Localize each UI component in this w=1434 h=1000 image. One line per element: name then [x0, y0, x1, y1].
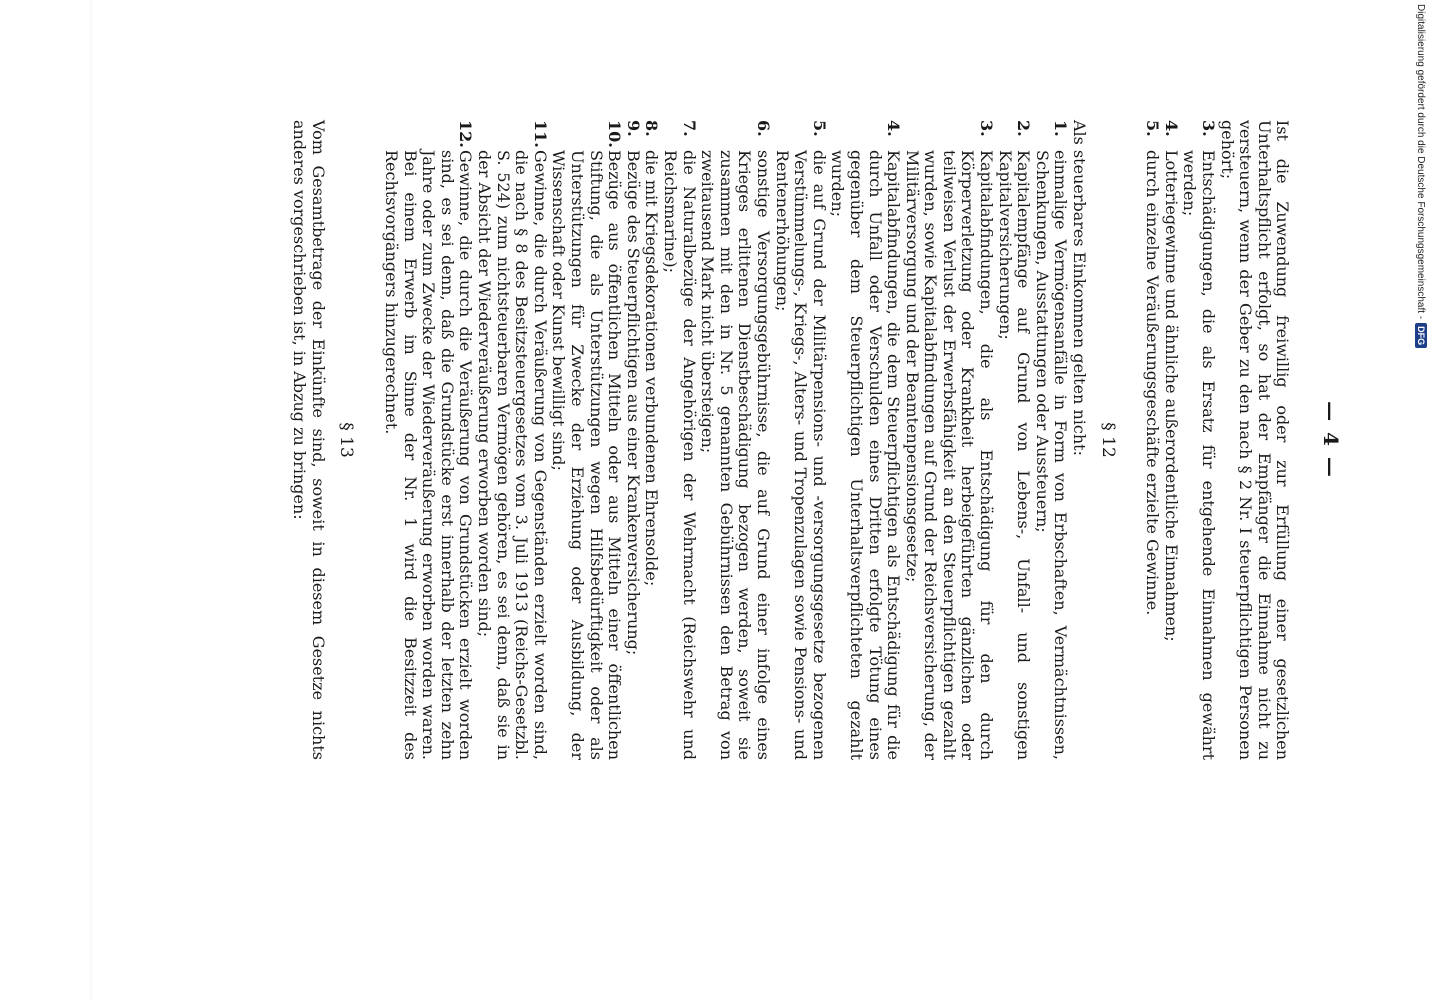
item-text: durch einzelne Veräußerungsgeschäfte erzielte Gewinne. [1143, 150, 1163, 616]
item-text: Kapitalabfindungen, die als Entschädigung für den durch Körperverletzung oder Krankheit herbeigeführten gänzlichen oder teilweisen Verlust der Erwerbsfähigkeit an den Steuerpflichtigen gezahlt wurden, sowie Kapitalabfindungen auf Grund der Reichsversicherung, der Militärversorgung und der Beamtenpensionsgesetze; [902, 150, 997, 760]
item-text: Kapitalempfänge auf Grund von Lebens-, Unfall- und sonstigen Kapitalversicherungen; [995, 150, 1034, 760]
list-item [772, 120, 828, 760]
item-text: Gewinne, die durch die Veräußerung von Grundstücken erzielt worden sind, es sei denn, daß die Grundstücke erst innerhalb der letzten zehn Jahre oder zum Zwecke der Wiederveräußerung erworben worden waren. Bei einem Erwerb im Sinne der Nr. 1 wird die Besitzzeit des Rechtsvorgängers hinzugerechnet. [382, 150, 476, 760]
list-item [698, 120, 772, 760]
list-item [1032, 120, 1069, 760]
intro-continuation: Ist die Zuwendung freiwillig oder zur Erfüllung einer gesetzlichen Unterhaltspflicht erfolgt, so hat der Empfänger die Einnahme nicht zu versteuern, wenn der Geber zu den nach § 2 Nr. I steuerpflichtigen Personen gehört; [1217, 120, 1293, 760]
item-number: 7. [679, 120, 699, 137]
item-number: 1. [1051, 120, 1071, 137]
item-number: 6. [753, 120, 773, 137]
funding-sidenote-rotated [1412, 4, 1430, 396]
item-number: 4. [884, 120, 904, 137]
item-text: Lotteriegewinne und ähnliche außerordentliche Einnahmen; [1161, 150, 1181, 642]
list-item [660, 120, 697, 760]
item-number: 12. [456, 120, 476, 148]
item-text: Kapitalabfindungen, die dem Steuerpflichtigen als Entschädigung für die durch Unfall oder Verschulden eines Dritten erfolgte Tötung eines gegenüber dem Steuerpflichtigen Unterhaltsverpflichteten gezahlt wurden; [828, 150, 904, 760]
item-number: 4. [1161, 120, 1181, 137]
item-text: Entschädigungen, die als Ersatz für entgehende Einnahmen gewährt werden; [1180, 150, 1219, 760]
dfg-logo: DFG [1415, 323, 1427, 348]
section-12-intro: Als steuerbares Einkommen gelten nicht: [1070, 120, 1090, 456]
item-number: 3. [977, 120, 997, 137]
item-number: 5. [1143, 120, 1163, 137]
section-13-heading: § 13 [336, 422, 357, 458]
item-text: die mit Kriegsdekorationen verbundenen Ehrensolde; [642, 150, 662, 587]
list-item [1143, 120, 1162, 760]
list-item [549, 120, 623, 760]
section-13-text: Vom Gesamtbetrage der Einkünfte sind, soweit in diesem Gesetze nichts anderes vorgeschrieben ist, in Abzug zu bringen: [290, 120, 328, 760]
items-top-list [1143, 120, 1217, 760]
list-item [642, 120, 661, 760]
item-text: die auf Grund der Militärpensions- und -versorgungsgesetze bezogenen Verstümmelungs-, Kriegs-, Alters- und Tropenzulagen sowie Pensions- und Rentenerhöhungen; [772, 150, 829, 760]
section-12-heading: § 12 [1097, 422, 1118, 458]
item-text: Gewinne, die durch Veräußerung von Gegenständen erzielt worden sind, die nach § 8 des Besitzsteuergesetzes vom 3. Juli 1913 (Reichs-Gesetzbl. S. 524) zum nichtsteuerbaren Vermögen gehören, es sei denn, daß sie in der Absicht der Wiederveräußerung erworben worden sind; [475, 150, 550, 760]
item-text: Bezüge des Steuerpflichtigen aus einer Krankenversicherung; [623, 150, 643, 656]
list-item [474, 120, 548, 760]
item-number: 8. [642, 120, 662, 137]
list-item [902, 120, 995, 760]
list-item [995, 120, 1032, 760]
item-number: 3. [1199, 120, 1219, 137]
list-item [1161, 120, 1180, 760]
funding-sidenote [1416, 4, 1434, 396]
text-block [110, 120, 1343, 760]
item-number: 2. [1014, 120, 1034, 137]
rotated-page-content [100, 0, 1343, 1000]
list-item [1180, 120, 1217, 760]
item-number: 11. [530, 120, 550, 148]
section-12-list [382, 120, 1070, 760]
list-item [623, 120, 642, 760]
item-number: 10. [605, 120, 625, 148]
funding-text: Digitalisierung gefördert durch die Deutsche Forschungsgemeinschaft - [1415, 4, 1427, 320]
item-text: Bezüge aus öffentlichen Mitteln oder aus Mitteln einer öffentlichen Stiftung, die als Unterstützungen wegen Hilfsbedürftigkeit oder als Unterstützungen für Zwecke der Erziehung oder Ausbildung, der Wissenschaft oder Kunst bewilligt sind; [549, 150, 625, 760]
list-item [828, 120, 902, 760]
list-item [382, 120, 475, 760]
item-text: sonstige Versorgungsgebührnisse, die auf Grund einer infolge eines Krieges erlittenen Dienstbeschädigung bezogen werden, soweit sie zusammen mit den in Nr. 5 genannten Gebührnissen den Betrag von zweitausend Mark nicht übersteigen; [698, 150, 773, 760]
item-number: 5. [809, 120, 829, 137]
scan-edge-shadow [90, 0, 93, 1000]
item-number: 9. [623, 120, 643, 137]
page-number: — 4 — [1319, 401, 1343, 479]
item-text: die Naturalbezüge der Angehörigen der Wehrmacht (Reichswehr und Reichsmarine); [661, 150, 699, 760]
item-text: einmalige Vermögensanfälle in Form von Erbschaften, Vermächtnissen, Schenkungen, Ausstattungen oder Aussteuern; [1032, 150, 1071, 760]
